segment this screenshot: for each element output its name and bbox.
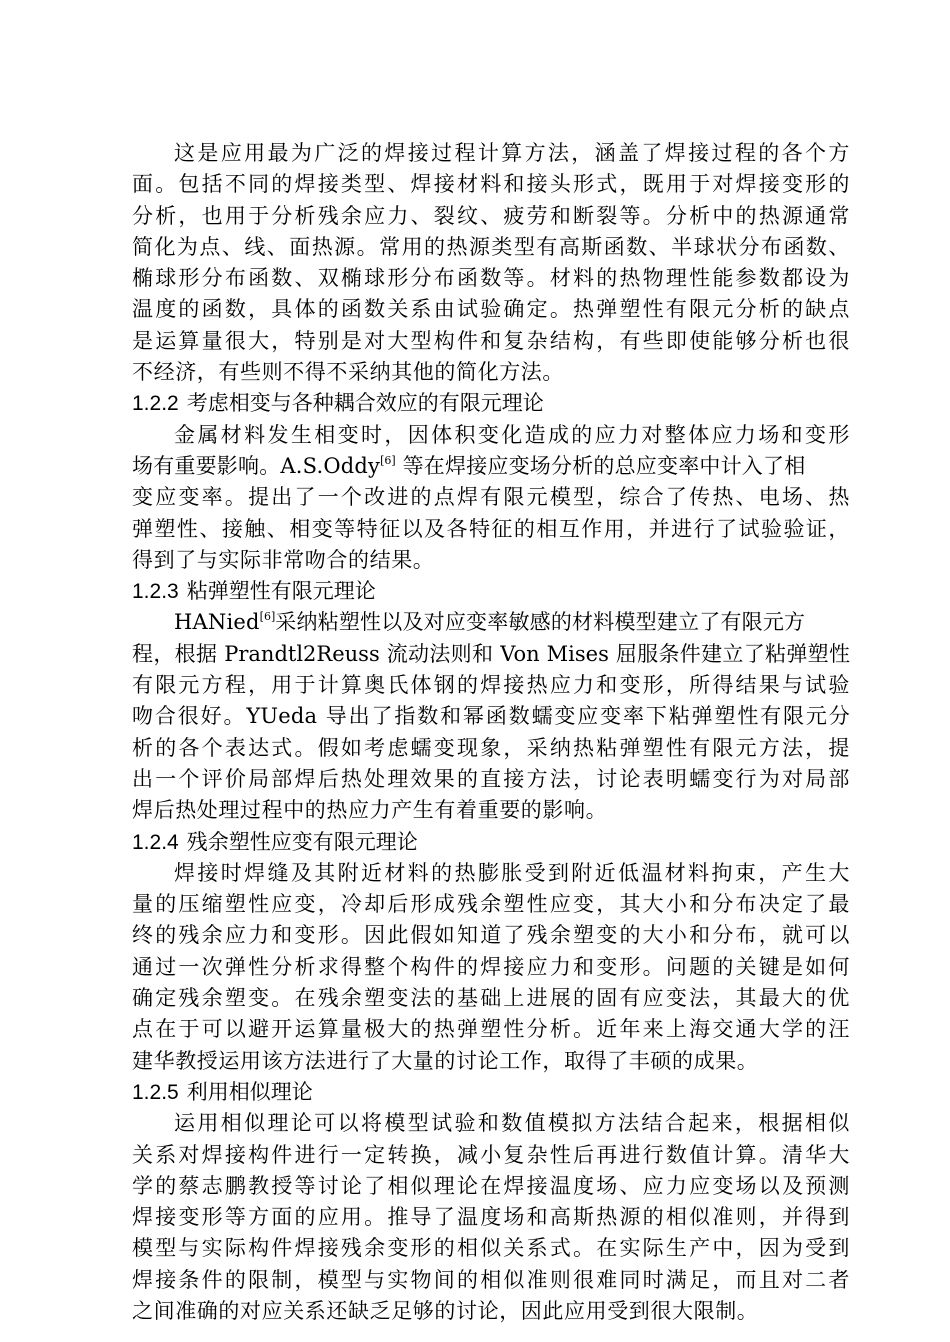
- section-heading: [132, 827, 850, 858]
- citation-marker: [6]: [380, 453, 396, 467]
- text-line: 得到了与实际非常吻合的结果。: [132, 547, 435, 572]
- text-line: 变应变率。提出了一个改进的点焊有限元模型，综合了传热、电场、热: [132, 485, 850, 510]
- section-heading: [132, 576, 850, 607]
- text-line: 终的残余应力和变形。因此假如知道了残余塑变的大小和分布，就可以: [132, 923, 850, 948]
- text-line: 分析，也用于分析残余应力、裂纹、疲劳和断裂等。分析中的热源通常: [132, 203, 850, 228]
- text-line: [132, 451, 850, 482]
- text-line: 焊接变形等方面的应用。推导了温度场和高斯热源的相似准则，并得到: [132, 1205, 850, 1230]
- document-body: [132, 138, 850, 1327]
- paragraph-phase-transformation: [132, 420, 850, 576]
- text-line: 焊接条件的限制，模型与实物间的相似准则很难同时满足，而且对二者: [132, 1267, 850, 1292]
- text-line: 确定残余塑变。在残余塑变法的基础上进展的固有应变法，其最大的优: [132, 986, 850, 1011]
- text-line: 之间准确的对应关系还缺乏足够的讨论，因此应用受到很大限制。: [132, 1298, 759, 1323]
- paragraph-intro: [132, 138, 850, 388]
- section-number: 1.2.4: [132, 830, 179, 854]
- text-line: 点在于可以避开运算量极大的热弹塑性分析。近年来上海交通大学的汪: [132, 1017, 850, 1042]
- text-line: 程，根据 Prandtl2Reuss 流动法则和 Von Mises 屈服条件建立了粘弹塑性: [132, 641, 850, 666]
- text-line: 出一个评价局部焊后热处理效果的直接方法，讨论表明蠕变行为对局部: [132, 766, 850, 791]
- text-line: 焊接时焊缝及其附近材料的热膨胀受到附近低温材料拘束，产生大: [174, 860, 850, 885]
- citation-marker: [6]: [259, 610, 276, 624]
- paragraph-residual-plastic: [132, 858, 850, 1077]
- text-line: 椭球形分布函数、双椭球形分布函数等。材料的热物理性能参数都设为: [132, 266, 850, 291]
- text-run: 场有重要影响。A.S.Oddy: [132, 453, 381, 478]
- section-number: 1.2.3: [132, 580, 179, 604]
- text-line: 模型与实际构件焊接残余变形的相似关系式。在实际生产中，因为受到: [132, 1236, 850, 1261]
- text-line: 吻合很好。YUeda 导出了指数和幂函数蠕变应变率下粘弹塑性有限元分: [132, 704, 850, 729]
- text-line: 简化为点、线、面热源。常用的热源类型有高斯函数、半球状分布函数、: [132, 234, 850, 259]
- text-run: 采纳粘塑性以及对应变率敏感的材料模型建立了有限元方: [275, 610, 806, 635]
- text-line: 不经济，有些则不得不采纳其他的简化方法。: [132, 360, 564, 385]
- text-line: 运用相似理论可以将模型试验和数值模拟方法结合起来，根据相似: [174, 1111, 850, 1136]
- section-heading: [132, 388, 850, 419]
- paragraph-viscoelastic: [132, 607, 850, 826]
- text-line: [132, 607, 850, 638]
- text-line: 通过一次弹性分析求得整个构件的焊接应力和变形。问题的关键是如何: [132, 954, 850, 979]
- text-line: 量的压缩塑性应变，冷却后形成残余塑性应变，其大小和分布决定了最: [132, 892, 850, 917]
- section-title: 利用相似理论: [186, 1079, 313, 1104]
- text-line: 弹塑性、接触、相变等特征以及各特征的相互作用，并进行了试验验证，: [132, 516, 850, 541]
- section-number: 1.2.5: [132, 1080, 179, 1104]
- section-title: 粘弹塑性有限元理论: [186, 579, 376, 604]
- section-title: 考虑相变与各种耦合效应的有限元理论: [186, 391, 544, 416]
- text-line: 温度的函数，具体的函数关系由试验确定。热弹塑性有限元分析的缺点: [132, 297, 850, 322]
- text-line: 建华教授运用该方法进行了大量的讨论工作，取得了丰硕的成果。: [132, 1048, 759, 1073]
- text-line: 关系对焊接构件进行一定转换，减小复杂性后再进行数值计算。清华大: [132, 1142, 850, 1167]
- text-line: 焊后热处理过程中的热应力产生有着重要的影响。: [132, 798, 608, 823]
- text-line: 有限元方程，用于计算奥氏体钢的焊接热应力和变形，所得结果与试验: [132, 673, 850, 698]
- paragraph-similarity: [132, 1108, 850, 1327]
- text-line: 金属材料发生相变时，因体积变化造成的应力对整体应力场和变形: [174, 422, 850, 447]
- text-run: 等在焊接应变场分析的总应变率中计入了相: [395, 453, 806, 478]
- text-line: 是运算量很大，特别是对大型构件和复杂结构，有些即使能够分析也很: [132, 328, 850, 353]
- text-line: 析的各个表达式。假如考虑蠕变现象，采纳热粘弹塑性有限元方法，提: [132, 735, 850, 760]
- text-line: 学的蔡志鹏教授等讨论了相似理论在焊接温度场、应力应变场以及预测: [132, 1173, 850, 1198]
- text-line: 面。包括不同的焊接类型、焊接材料和接头形式，既用于对焊接变形的: [132, 172, 850, 197]
- section-number: 1.2.2: [132, 392, 179, 416]
- text-run: HANied: [174, 610, 260, 635]
- section-title: 残余塑性应变有限元理论: [186, 829, 418, 854]
- section-heading: [132, 1077, 850, 1108]
- text-line: 这是应用最为广泛的焊接过程计算方法，涵盖了焊接过程的各个方: [174, 141, 850, 165]
